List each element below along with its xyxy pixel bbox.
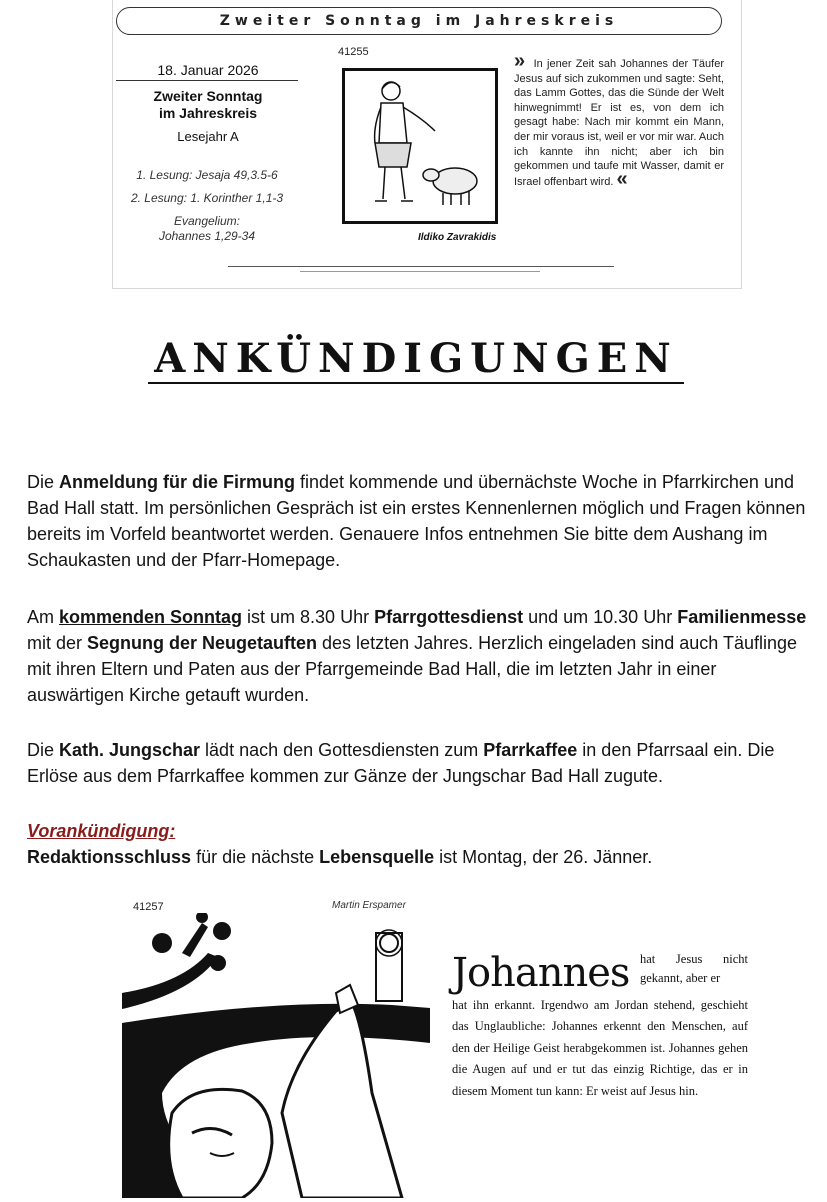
highlight: Redaktionsschluss [27,847,192,867]
reflection-text: hat ihn erkannt. Irgendwo am Jordan stehend, geschieht das Unglaubliche: Johannes erkennt den Menschen, auf den der Heilige Geist herabgekommen ist. Johannes gehen die Augen auf und er tut das einzig Richtige, das er in diesem Moment tun kann: Er weist auf Jesus hin. [452,998,748,1098]
johannes-headline: Johannes [452,950,630,996]
text: lädt nach den Gottesdiensten zum [200,740,484,760]
image-number: 41257 [133,901,164,913]
text: findet kommende und übernächste Woche in Pfarrkirchen und Bad Hall statt. Im persönlichen Gespräch ist ein erstes Kennenlernen möglich und Fragen können bereits im Vorfeld beantwortet werden. Genauere Infos entnehmen Sie bitte dem Aushang im Schaukasten und der Pfarr-Homepage. [27,472,806,570]
text: des letzten Jahres. Herzlich eingeladen sind auch Täuflinge mit ihren Eltern und Paten aus der Pfarrgemeinde Bad Hall, die im letzten Jahr in einer auswärtigen Kirche getauft wurden. [27,633,797,705]
title-line: Zweiter Sonntag [153,88,263,104]
gospel-body: In jener Zeit sah Johannes der Täufer Jesus auf sich zukommen und sagte: Seht, das Lamm Gottes, das die Sünde der Welt hinwegnimmt! Er ist es, von dem ich gesagt habe: Nach mir kommt ein Mann, der mir voraus ist, weil er vor mir war. Auch ich kannte ihn nicht; aber ich bin gekommen und taufe mit Wasser, damit er Israel offenbart wird. [514,58,724,188]
lesejahr: Lesejahr A [177,129,239,144]
text: für die nächste [191,847,320,867]
preview-label: Vorankündigung: [27,821,176,841]
quote-close: « [616,167,628,190]
pointing-hand-illustration [122,913,430,1198]
reading-2: 2. Lesung: 1. Korinther 1,1-3 [130,191,284,205]
announcement-jungschar [27,737,817,789]
gospel-reference [112,214,302,244]
text: Am [27,607,60,627]
gospel-label: Evangelium: [173,214,241,228]
title-underline [148,382,684,384]
highlight: Segnung der Neugetauften [87,633,318,653]
reading-1: 1. Lesung: Jesaja 49,3.5-6 [136,168,278,182]
sunday-banner: Zweiter Sonntag im Jahreskreis [116,7,722,35]
reflection-lead: hat Jesus nicht gekannt, aber er [640,952,748,985]
highlight: kommenden Sonntag [59,607,243,627]
john-and-lamb-drawing [345,71,495,221]
divider [300,271,540,272]
artist-credit: Ildiko Zavrakidis [418,232,497,243]
divider [116,80,298,81]
john-points-to-jesus-drawing [122,913,430,1198]
quote-open: » [514,50,526,72]
date: 18. Januar 2026 [157,62,259,78]
highlight: Lebensquelle [319,847,435,867]
text: mit der [27,633,88,653]
divider [228,266,614,267]
baptist-lamb-illustration [342,68,498,224]
title-line: im Jahreskreis [158,105,258,121]
announcement-sunday [27,604,817,708]
highlight: Anmeldung für die Firmung [59,472,296,492]
image-number: 41255 [338,46,369,58]
text: Die [27,740,60,760]
highlight: Kath. Jungschar [59,740,201,760]
page-title: ANKÜNDIGUNGEN [154,335,678,382]
highlight: Pfarrgottesdienst [374,607,524,627]
gospel-ref: Johannes 1,29-34 [158,229,256,243]
text: Die [27,472,60,492]
gospel-text [514,50,724,190]
announcement-preview [27,818,817,870]
highlight: Familienmesse [677,607,807,627]
text: ist um 8.30 Uhr [242,607,375,627]
sunday-title [118,88,298,122]
text: ist Montag, der 26. Jänner. [434,847,653,867]
artist-credit: Martin Erspamer [332,900,406,911]
text: in den Pfarrsaal ein. Die Erlöse aus dem Pfarrkaffee kommen zur Gänze der Jungschar Bad Hall zugute. [27,740,775,786]
announcement-firmung [27,469,817,573]
text: und um 10.30 Uhr [523,607,678,627]
highlight: Pfarrkaffee [483,740,578,760]
